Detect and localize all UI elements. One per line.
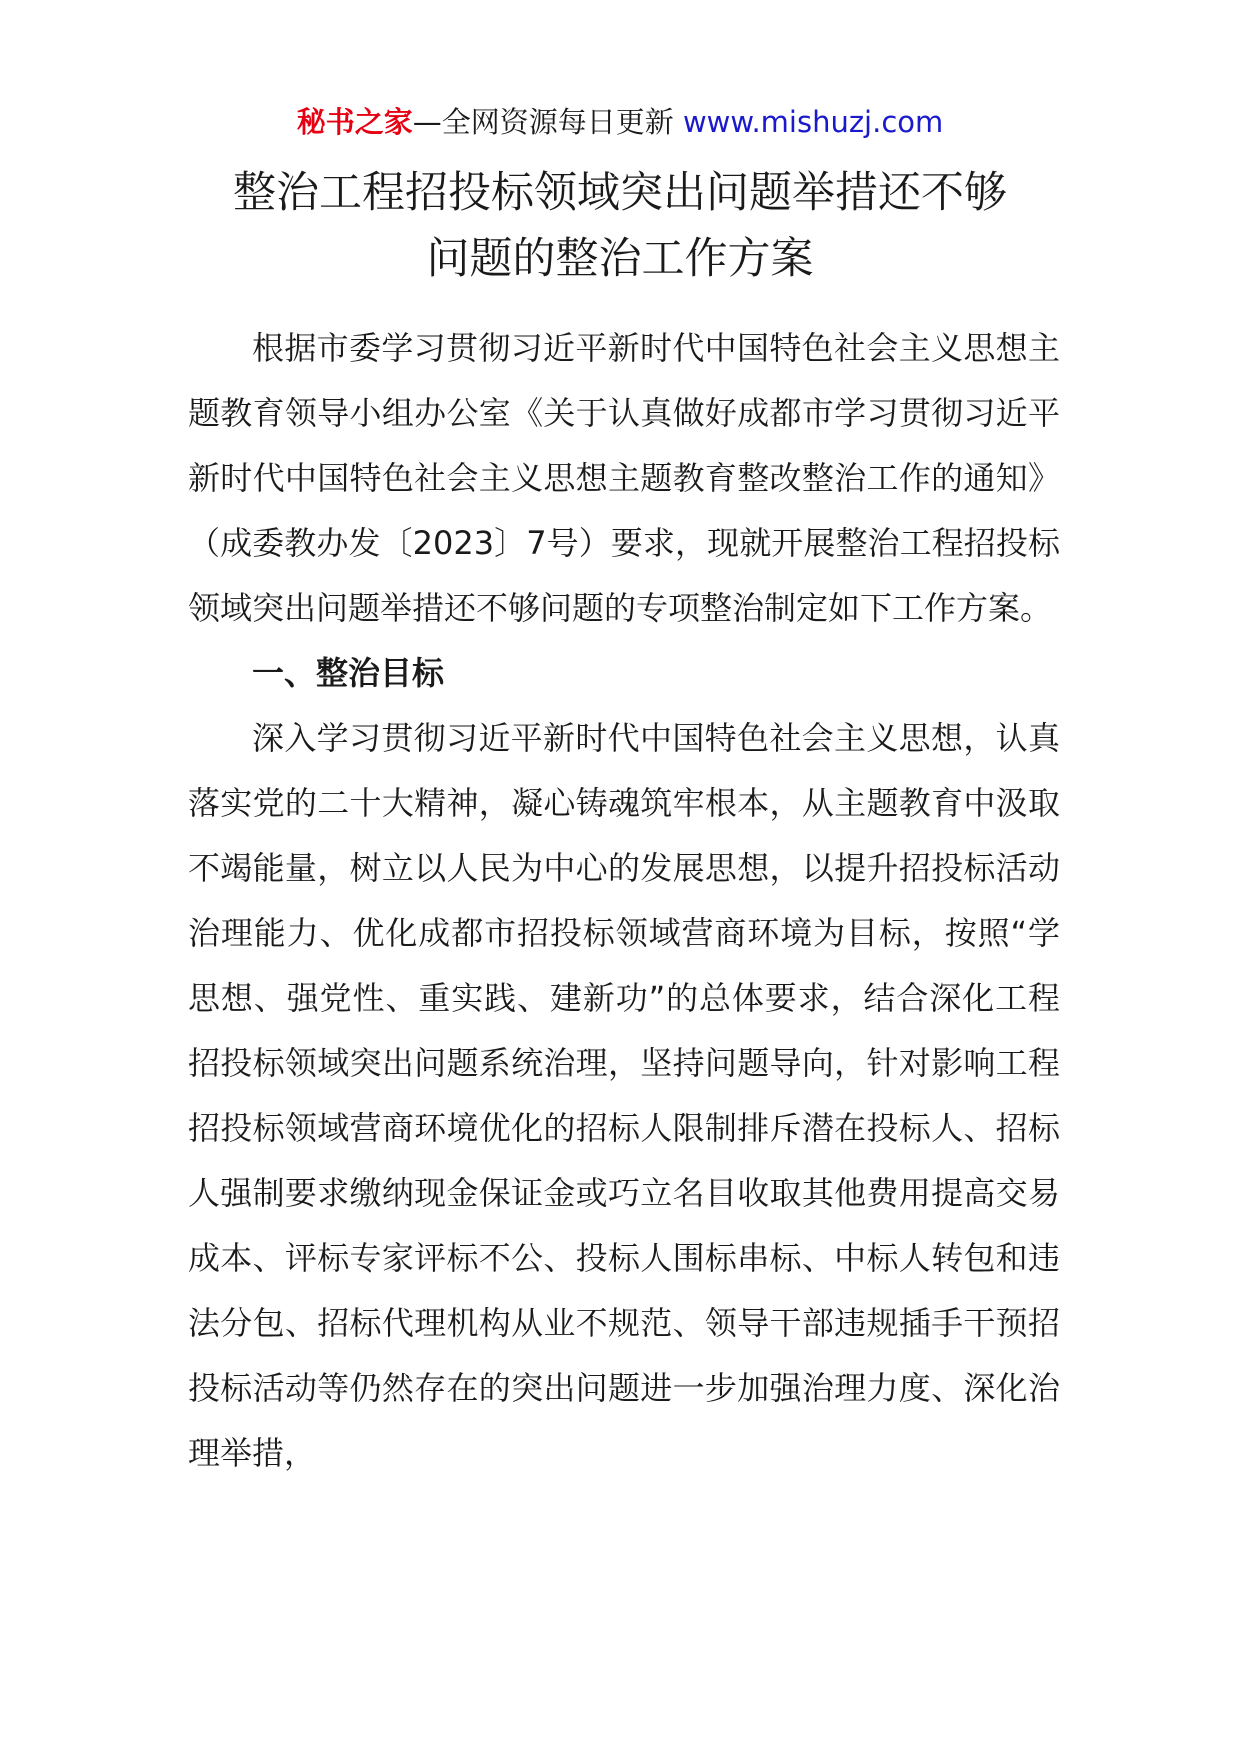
- intro-paragraph: 根据市委学习贯彻习近平新时代中国特色社会主义思想主题教育领导小组办公室《关于认真做好成都市学习贯彻习近平新时代中国特色社会主义思想主题教育整改整治工作的通知》（成委教办发〔2023〕7号）要求，现就开展整治工程招投标领域突出问题举措还不够问题的专项整治制定如下工作方案。: [188, 329, 1060, 627]
- document-title: [100, 160, 1140, 292]
- header-tagline: —全网资源每日更新: [412, 105, 683, 139]
- title-line-1: 整治工程招投标领域突出问题举措还不够: [233, 168, 1007, 218]
- brand-name[interactable]: 秘书之家: [296, 105, 413, 139]
- goals-paragraph: 深入学习贯彻习近平新时代中国特色社会主义思想，认真落实党的二十大精神，凝心铸魂筑牢根本，从主题教育中汲取不竭能量，树立以人民为中心的发展思想，以提升招投标活动治理能力、优化成都市招投标领域营商环境为目标，按照“学思想、强党性、重实践、建新功”的总体要求，结合深化工程招投标领域突出问题系统治理，坚持问题导向，针对影响工程招投标领域营商环境优化的招标人限制排斥潜在投标人、招标人强制要求缴纳现金保证金或巧立名目收取其他费用提高交易成本、评标专家评标不公、投标人围标串标、中标人转包和违法分包、招标代理机构从业不规范、领导干部违规插手干预招投标活动等仍然存在的突出问题进一步加强治理力度、深化治理举措，: [188, 719, 1060, 1472]
- site-url-link[interactable]: www.mishuzj.com: [682, 105, 944, 139]
- document-body: [188, 316, 1060, 1486]
- site-header: [0, 100, 1240, 144]
- section-heading-goals: 一、整治目标: [252, 654, 445, 692]
- title-line-2: 问题的整治工作方案: [426, 234, 814, 284]
